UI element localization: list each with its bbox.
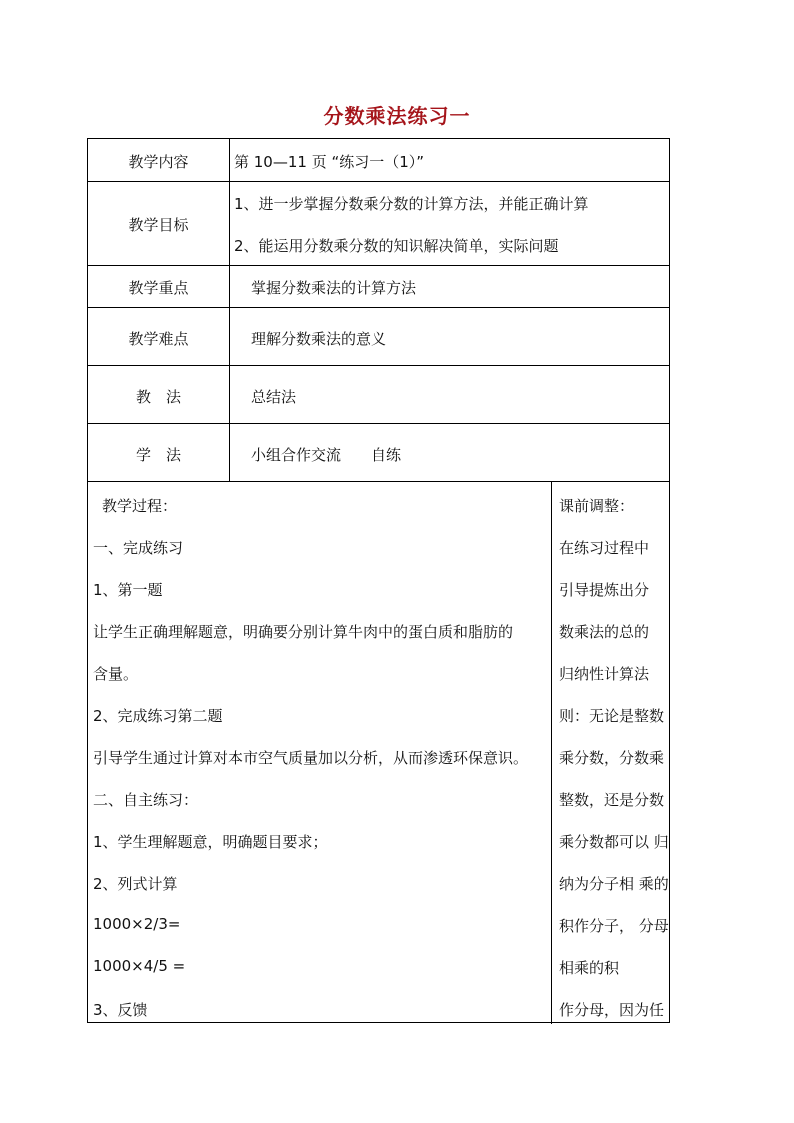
process-line: 1000×4/5 = bbox=[93, 957, 186, 975]
process-line: 让学生正确理解题意，明确要分别计算牛肉中的蛋白质和脂肪的 bbox=[93, 623, 514, 641]
row-divider bbox=[88, 181, 669, 182]
side-note-line: 纳为分子相 乘的 bbox=[559, 875, 669, 893]
process-line: 2、列式计算 bbox=[93, 875, 178, 893]
row-label: 教学内容 bbox=[128, 153, 189, 171]
process-heading: 教学过程： bbox=[102, 497, 178, 515]
side-note-line: 作分母，因为任 bbox=[559, 1001, 665, 1019]
row-label: 教学目标 bbox=[128, 216, 189, 234]
row-value: 第 10—11 页 “练习一（1）” bbox=[234, 153, 425, 171]
side-note-line: 归纳性计算法 bbox=[559, 665, 650, 683]
process-line: 1、学生理解题意，明确题目要求； bbox=[93, 833, 328, 851]
row-value: 总结法 bbox=[251, 388, 297, 406]
document-title: 分数乘法练习一 bbox=[323, 104, 471, 128]
process-line: 二、自主练习： bbox=[93, 791, 199, 809]
row-label: 教 法 bbox=[135, 388, 181, 406]
side-note-line: 整数，还是分数 bbox=[559, 791, 665, 809]
side-note-line: 乘分数，分数乘 bbox=[559, 749, 665, 767]
process-line: 一、完成练习 bbox=[93, 539, 184, 557]
side-note-line: 引导提炼出分 bbox=[559, 581, 650, 599]
row-value: 小组合作交流 自练 bbox=[251, 446, 402, 464]
row-value: 1、进一步掌握分数乘分数的计算方法，并能正确计算 bbox=[234, 195, 589, 213]
notes-column-divider bbox=[551, 481, 552, 1024]
side-note-line: 在练习过程中 bbox=[559, 539, 650, 557]
side-note-line: 乘分数都可以 归 bbox=[559, 833, 669, 851]
row-value: 2、能运用分数乘分数的知识解决简单，实际问题 bbox=[234, 237, 559, 255]
side-note-line: 积作分子， 分母 bbox=[559, 917, 669, 935]
side-note-line: 相乘的积 bbox=[559, 959, 620, 977]
process-line: 3、反馈 bbox=[93, 1001, 148, 1019]
side-note-heading: 课前调整： bbox=[559, 497, 635, 515]
row-label: 教学难点 bbox=[128, 330, 189, 348]
process-line: 2、完成练习第二题 bbox=[93, 707, 223, 725]
row-divider bbox=[88, 481, 669, 482]
process-line: 引导学生通过计算对本市空气质量加以分析，从而渗透环保意识。 bbox=[93, 749, 529, 767]
lesson-plan-table bbox=[87, 138, 670, 1023]
process-line: 1、第一题 bbox=[93, 581, 163, 599]
row-value: 掌握分数乘法的计算方法 bbox=[251, 279, 417, 297]
row-divider bbox=[88, 307, 669, 308]
row-label: 学 法 bbox=[135, 446, 181, 464]
row-label: 教学重点 bbox=[128, 279, 189, 297]
row-value: 理解分数乘法的意义 bbox=[251, 330, 387, 348]
label-column-divider bbox=[229, 139, 230, 481]
process-line: 1000×2/3= bbox=[93, 915, 181, 933]
row-divider bbox=[88, 423, 669, 424]
side-note-line: 数乘法的总的 bbox=[559, 623, 650, 641]
side-note-line: 则：无论是整数 bbox=[559, 707, 665, 725]
row-divider bbox=[88, 265, 669, 266]
row-divider bbox=[88, 365, 669, 366]
process-line: 含量。 bbox=[93, 665, 139, 683]
